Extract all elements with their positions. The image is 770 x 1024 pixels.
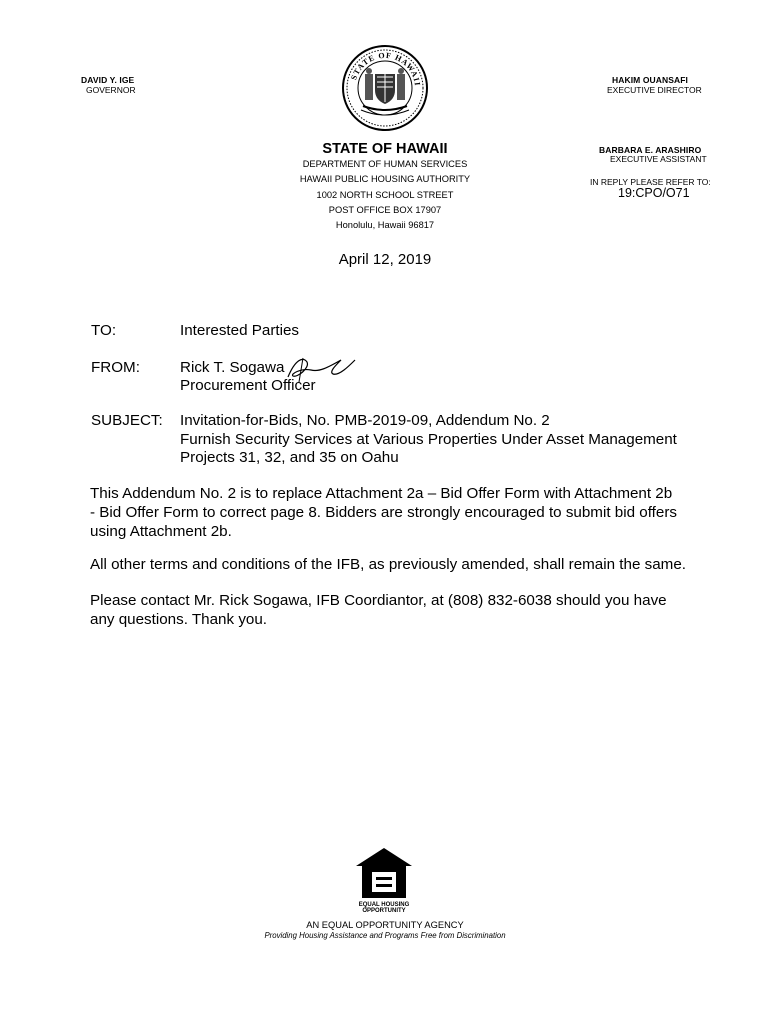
address-line: HAWAII PUBLIC HOUSING AUTHORITY: [299, 174, 471, 185]
paragraph-contact: [90, 591, 667, 629]
to-value: Interested Parties: [180, 322, 300, 339]
logo-caption-1: EQUAL HOUSING: [358, 902, 410, 908]
agency-tagline: Providing Housing Assistance and Programs Free from Discrimination: [264, 931, 506, 940]
to-label: TO:: [91, 322, 117, 339]
director-name: HAKIM OUANSAFI: [612, 75, 689, 85]
director-title: EXECUTIVE DIRECTOR: [607, 85, 702, 95]
equal-housing-logo-icon: [352, 846, 416, 920]
governor-name: DAVID Y. IGE: [81, 75, 135, 85]
from-title: Procurement Officer: [180, 377, 316, 394]
paragraph-terms: All other terms and conditions of the IFB, as previously amended, shall remain the same.: [90, 556, 686, 573]
reply-label: IN REPLY PLEASE REFER TO:: [590, 177, 711, 187]
assistant-name: BARBARA E. ARASHIRO: [599, 145, 702, 155]
address-line: 1002 NORTH SCHOOL STREET: [316, 189, 454, 200]
subject-line: Projects 31, 32, and 35 on Oahu: [180, 449, 399, 466]
letter-date: April 12, 2019: [338, 251, 432, 268]
seal-text: STATE OF HAWAII: [349, 50, 422, 87]
paragraph-line: Please contact Mr. Rick Sogawa, IFB Coordiantor, at (808) 832-6038 should you have: [90, 592, 667, 609]
letterhead-address: [235, 157, 535, 233]
address-line: DEPARTMENT OF HUMAN SERVICES: [302, 159, 468, 169]
address-line: Honolulu, Hawaii 96817: [335, 220, 435, 231]
from-name: Rick T. Sogawa: [180, 359, 285, 376]
subject-label: SUBJECT:: [91, 412, 163, 429]
state-heading: STATE OF HAWAII: [322, 141, 448, 157]
from-label: FROM:: [91, 359, 140, 376]
state-seal-icon: [341, 44, 429, 132]
subject-text: [180, 412, 677, 468]
paragraph-addendum: [90, 484, 677, 541]
address-line: POST OFFICE BOX 17907: [328, 204, 442, 215]
paragraph-line: - Bid Offer Form to correct page 8. Bidders are strongly encouraged to submit bid offers: [90, 504, 677, 521]
signature-icon: [283, 352, 358, 386]
subject-line: Invitation-for-Bids, No. PMB-2019-09, Addendum No. 2: [180, 412, 550, 429]
logo-caption-2: OPPORTUNITY: [362, 908, 406, 914]
governor-title: GOVERNOR: [86, 85, 136, 95]
paragraph-line: any questions. Thank you.: [90, 611, 268, 628]
agency-statement: AN EQUAL OPPORTUNITY AGENCY: [306, 920, 464, 930]
paragraph-line: This Addendum No. 2 is to replace Attachment 2a – Bid Offer Form with Attachment 2b: [90, 485, 673, 502]
paragraph-line: using Attachment 2b.: [90, 523, 232, 540]
subject-line: Furnish Security Services at Various Properties Under Asset Management: [180, 430, 677, 448]
reply-reference: 19:CPO/O71: [618, 186, 690, 200]
assistant-title: EXECUTIVE ASSISTANT: [610, 154, 707, 164]
